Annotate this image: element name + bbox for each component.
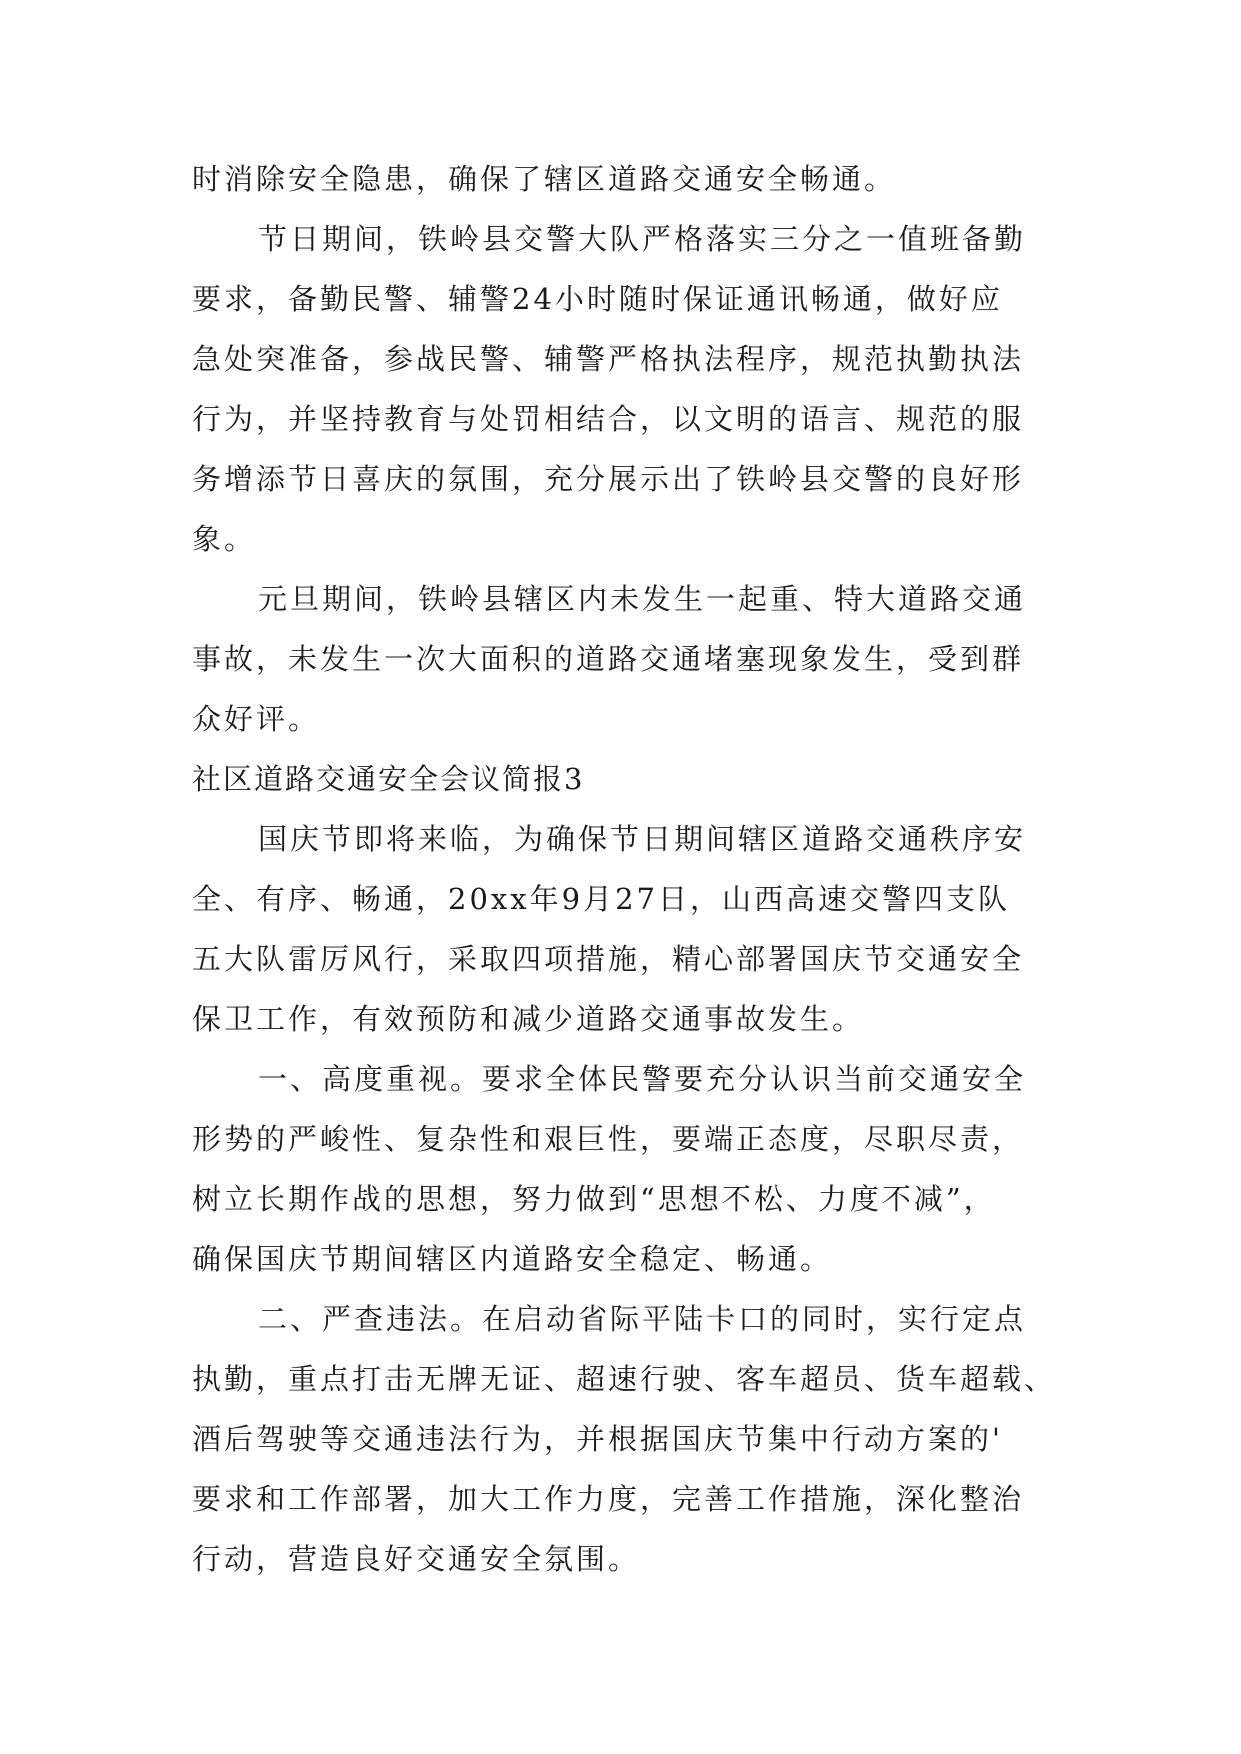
- document-body: [192, 160, 1062, 1600]
- text-line: 事故，未发生一次大面积的道路交通堵塞现象发生，受到群: [192, 642, 1025, 676]
- text-line: 行为，并坚持教育与处罚相结合，以文明的语言、规范的服: [192, 402, 1025, 436]
- paragraph-start-line: 元旦期间，铁岭县辖区内未发生一起重、特大道路交通: [258, 582, 1027, 616]
- text-line: 要求，备勤民警、辅警24小时随时保证通讯畅通，做好应: [192, 282, 1003, 316]
- text-line: 务增添节日喜庆的氛围，充分展示出了铁岭县交警的良好形: [192, 462, 1025, 496]
- paragraph-start-line: 二、严查违法。在启动省际平陆卡口的同时，实行定点: [258, 1302, 1027, 1336]
- text-line: 五大队雷厉风行，采取四项措施，精心部署国庆节交通安全: [192, 942, 1025, 976]
- text-line: 酒后驾驶等交通违法行为，并根据国庆节集中行动方案的': [192, 1422, 1003, 1456]
- text-line: 象。: [192, 522, 257, 556]
- text-line: 时消除安全隐患，确保了辖区道路交通安全畅通。: [192, 162, 897, 196]
- paragraph-start-line: 国庆节即将来临，为确保节日期间辖区道路交通秩序安: [258, 822, 1027, 856]
- text-line: 执勤，重点打击无牌无证、超速行驶、客车超员、货车超载、: [192, 1362, 1057, 1396]
- text-line: 树立长期作战的思想，努力做到“思想不松、力度不减”，: [192, 1182, 996, 1216]
- paragraph-start-line: 节日期间，铁岭县交警大队严格落实三分之一值班备勤: [258, 222, 1027, 256]
- text-line: 行动，营造良好交通安全氛围。: [192, 1542, 641, 1576]
- text-line: 急处突准备，参战民警、辅警严格执法程序，规范执勤执法: [192, 342, 1025, 376]
- text-line: 确保国庆节期间辖区内道路安全稳定、畅通。: [192, 1242, 833, 1276]
- text-line: 形势的严峻性、复杂性和艰巨性，要端正态度，尽职尽责，: [192, 1122, 1025, 1156]
- text-line: 众好评。: [192, 702, 321, 736]
- text-line: 保卫工作，有效预防和减少道路交通事故发生。: [192, 1002, 865, 1036]
- section-heading: 社区道路交通安全会议简报3: [192, 762, 585, 796]
- text-line: 全、有序、畅通，20xx年9月27日，山西高速交警四支队: [192, 882, 1010, 916]
- text-line: 要求和工作部署，加大工作力度，完善工作措施，深化整治: [192, 1482, 1025, 1516]
- paragraph-start-line: 一、高度重视。要求全体民警要充分认识当前交通安全: [258, 1062, 1027, 1096]
